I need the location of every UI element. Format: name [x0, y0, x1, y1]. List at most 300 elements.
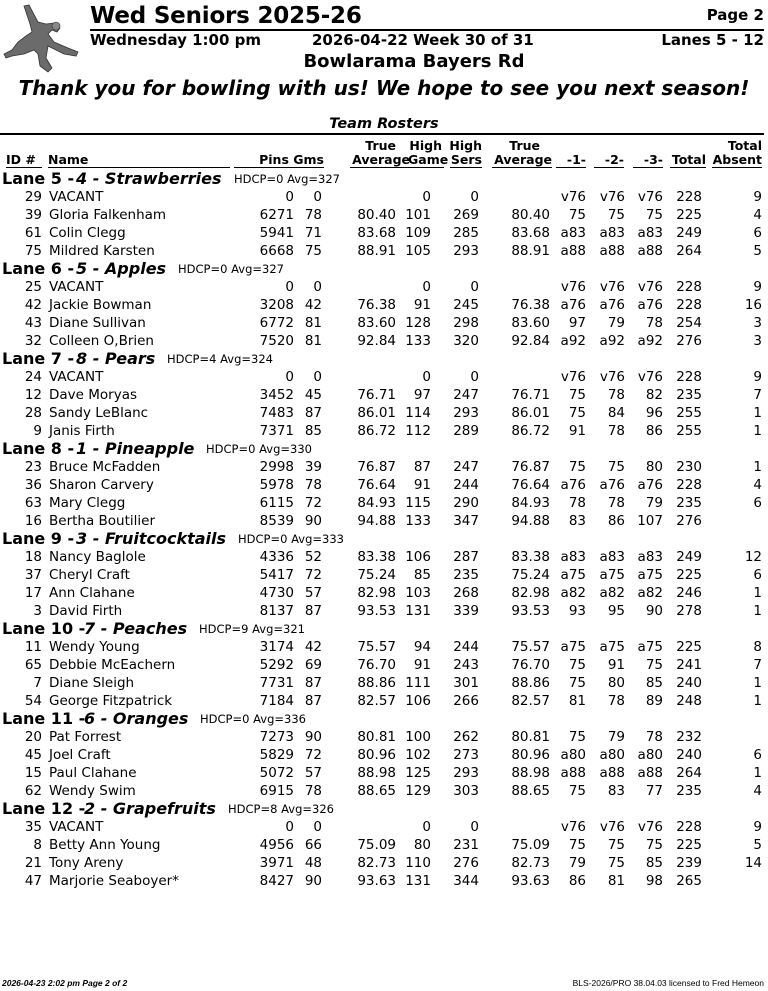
- team-name: 6 - Oranges: [84, 709, 189, 728]
- col-pins: Pins: [259, 152, 289, 167]
- player-row: [0, 584, 768, 602]
- player-true-avg2: 82.98: [511, 585, 550, 601]
- player-game-1: 75: [568, 675, 586, 691]
- player-absent: 12: [744, 549, 762, 565]
- player-name: George Fitzpatrick: [49, 693, 173, 709]
- player-game-2: v76: [599, 279, 625, 295]
- team-name: 8 - Pears: [76, 349, 156, 368]
- player-game-1: a76: [560, 477, 586, 493]
- player-absent: 9: [753, 189, 762, 205]
- player-high-game: 114: [405, 405, 431, 421]
- player-game-3: a76: [637, 477, 663, 493]
- player-game-2: 79: [607, 729, 625, 745]
- player-absent: 7: [753, 657, 762, 673]
- player-id: 21: [24, 855, 42, 871]
- player-high-sers: 0: [470, 819, 479, 835]
- team-roster-list: [0, 170, 768, 890]
- player-total: 235: [676, 387, 702, 403]
- player-absent: 1: [753, 693, 762, 709]
- player-name: Debbie McEachern: [49, 657, 176, 673]
- player-id: 8: [33, 837, 42, 853]
- player-game-1: 81: [568, 693, 586, 709]
- player-true-avg: 80.96: [357, 747, 396, 763]
- player-row: [0, 692, 768, 710]
- player-row: [0, 206, 768, 224]
- player-pins: 5417: [259, 567, 294, 583]
- player-true-avg: 88.65: [357, 783, 396, 799]
- player-true-avg: 75.57: [357, 639, 396, 655]
- player-game-3: a83: [637, 549, 663, 565]
- player-true-avg: 88.86: [357, 675, 396, 691]
- player-game-3: 77: [645, 783, 663, 799]
- player-true-avg2: 76.71: [511, 387, 550, 403]
- player-id: 36: [24, 477, 42, 493]
- player-absent: 9: [753, 819, 762, 835]
- section-divider: [0, 133, 764, 135]
- player-games: 72: [304, 567, 322, 583]
- player-total: 228: [676, 369, 702, 385]
- col-true-avg2-top: True: [509, 138, 540, 153]
- player-games: 90: [304, 729, 322, 745]
- player-pins: 6915: [259, 783, 294, 799]
- player-game-1: 78: [568, 495, 586, 511]
- player-high-sers: 339: [453, 603, 479, 619]
- player-id: 12: [24, 387, 42, 403]
- player-game-3: 75: [645, 657, 663, 673]
- player-name: Ann Clahane: [49, 585, 135, 601]
- player-game-1: a75: [560, 567, 586, 583]
- player-game-1: a80: [560, 747, 586, 763]
- team-handicap: HDCP=0 Avg=336: [200, 712, 306, 726]
- player-games: 42: [304, 297, 322, 313]
- player-games: 87: [304, 405, 322, 421]
- player-name: Mildred Karsten: [49, 243, 155, 259]
- player-pins: 3452: [259, 387, 294, 403]
- player-absent: 9: [753, 369, 762, 385]
- player-true-avg2: 88.65: [511, 783, 550, 799]
- player-high-game: 91: [413, 477, 431, 493]
- player-name: VACANT: [49, 369, 104, 385]
- player-absent: 1: [753, 423, 762, 439]
- player-total: 240: [676, 675, 702, 691]
- team-handicap: HDCP=4 Avg=324: [167, 352, 273, 366]
- lane-label: Lane 9 -: [2, 529, 75, 548]
- player-game-2: 75: [607, 207, 625, 223]
- player-total: 276: [676, 333, 702, 349]
- player-high-sers: 347: [453, 513, 479, 529]
- player-name: Diane Sleigh: [49, 675, 135, 691]
- player-pins: 7273: [259, 729, 294, 745]
- player-row: [0, 278, 768, 296]
- player-games: 0: [313, 369, 322, 385]
- player-row: [0, 602, 768, 620]
- player-true-avg2: 94.88: [511, 513, 550, 529]
- player-high-game: 100: [405, 729, 431, 745]
- player-total: 225: [676, 567, 702, 583]
- player-id: 18: [24, 549, 42, 565]
- player-game-1: 75: [568, 405, 586, 421]
- player-game-1: 75: [568, 837, 586, 853]
- player-total: 225: [676, 207, 702, 223]
- player-name: Colleen O,Brien: [49, 333, 154, 349]
- player-game-1: v76: [560, 189, 586, 205]
- team-name: 2 - Grapefruits: [84, 799, 216, 818]
- player-games: 0: [313, 819, 322, 835]
- player-game-2: 75: [607, 855, 625, 871]
- player-games: 72: [304, 495, 322, 511]
- player-row: [0, 404, 768, 422]
- player-true-avg: 80.81: [357, 729, 396, 745]
- player-high-sers: 269: [453, 207, 479, 223]
- player-high-sers: 276: [453, 855, 479, 871]
- player-pins: 6115: [259, 495, 294, 511]
- player-game-3: 86: [645, 423, 663, 439]
- col-absent: Absent: [712, 152, 762, 167]
- lane-header: [0, 620, 768, 638]
- player-game-3: a88: [637, 765, 663, 781]
- lane-header: [0, 170, 768, 188]
- player-games: 39: [304, 459, 322, 475]
- col-pins-gms: [234, 153, 324, 168]
- team-handicap: HDCP=0 Avg=327: [234, 172, 340, 186]
- player-name: Betty Ann Young: [49, 837, 161, 853]
- player-row: [0, 296, 768, 314]
- lane-header: [0, 710, 768, 728]
- player-true-avg: 83.68: [357, 225, 396, 241]
- player-high-game: 91: [413, 297, 431, 313]
- player-true-avg: 83.38: [357, 549, 396, 565]
- player-game-3: 75: [645, 207, 663, 223]
- player-games: 57: [304, 585, 322, 601]
- player-high-sers: 231: [453, 837, 479, 853]
- player-game-1: 75: [568, 387, 586, 403]
- player-name: Marjorie Seaboyer*: [49, 873, 179, 889]
- player-game-1: v76: [560, 369, 586, 385]
- player-pins: 0: [285, 279, 294, 295]
- player-id: 3: [33, 603, 42, 619]
- player-high-sers: 0: [470, 189, 479, 205]
- player-games: 75: [304, 243, 322, 259]
- player-true-avg2: 83.38: [511, 549, 550, 565]
- player-game-2: 78: [607, 387, 625, 403]
- col-true-avg-top: True: [365, 138, 396, 153]
- player-games: 85: [304, 423, 322, 439]
- player-high-sers: 245: [453, 297, 479, 313]
- player-total: 264: [676, 765, 702, 781]
- player-total: 225: [676, 837, 702, 853]
- player-pins: 8539: [259, 513, 294, 529]
- player-high-sers: 262: [453, 729, 479, 745]
- player-name: Bertha Boutilier: [49, 513, 156, 529]
- player-id: 43: [24, 315, 42, 331]
- player-id: 61: [24, 225, 42, 241]
- player-true-avg: 82.98: [357, 585, 396, 601]
- player-absent: 4: [753, 477, 762, 493]
- lane-header: [0, 260, 768, 278]
- player-id: 16: [24, 513, 42, 529]
- lane-label: Lane 5 -: [2, 169, 75, 188]
- player-id: 7: [33, 675, 42, 691]
- player-total: 239: [676, 855, 702, 871]
- player-name: Janis Firth: [49, 423, 115, 439]
- player-id: 35: [24, 819, 42, 835]
- player-game-2: 80: [607, 675, 625, 691]
- player-high-game: 101: [405, 207, 431, 223]
- player-true-avg2: 88.91: [511, 243, 550, 259]
- player-high-sers: 293: [453, 243, 479, 259]
- player-game-2: a75: [599, 567, 625, 583]
- player-game-2: 78: [607, 495, 625, 511]
- section-title: Team Rosters: [329, 116, 439, 132]
- player-true-avg2: 75.09: [511, 837, 550, 853]
- player-game-2: a80: [599, 747, 625, 763]
- team-name: 7 - Peaches: [84, 619, 188, 638]
- player-game-3: a92: [637, 333, 663, 349]
- player-name: VACANT: [49, 189, 104, 205]
- player-true-avg2: 80.40: [511, 207, 550, 223]
- player-high-game: 0: [422, 189, 431, 205]
- player-high-game: 115: [405, 495, 431, 511]
- player-high-sers: 303: [453, 783, 479, 799]
- player-pins: 4336: [259, 549, 294, 565]
- player-row: [0, 224, 768, 242]
- player-absent: 3: [753, 333, 762, 349]
- player-high-game: 102: [405, 747, 431, 763]
- player-true-avg: 93.63: [357, 873, 396, 889]
- player-game-1: 75: [568, 459, 586, 475]
- player-games: 69: [304, 657, 322, 673]
- player-name: Wendy Swim: [49, 783, 136, 799]
- player-game-1: a92: [560, 333, 586, 349]
- player-games: 45: [304, 387, 322, 403]
- player-absent: 7: [753, 387, 762, 403]
- player-high-sers: 247: [453, 387, 479, 403]
- player-games: 81: [304, 315, 322, 331]
- date-week: 2026-04-22 Week 30 of 31: [312, 31, 534, 49]
- player-true-avg2: 93.63: [511, 873, 550, 889]
- player-name: Nancy Baglole: [49, 549, 146, 565]
- player-high-game: 106: [405, 693, 431, 709]
- player-true-avg: 76.64: [357, 477, 396, 493]
- player-high-game: 133: [405, 333, 431, 349]
- col-absent-top: Total: [727, 138, 762, 153]
- player-high-game: 128: [405, 315, 431, 331]
- player-true-avg: 94.88: [357, 513, 396, 529]
- player-name: Tony Areny: [49, 855, 124, 871]
- player-pins: 7371: [259, 423, 294, 439]
- player-game-3: 78: [645, 729, 663, 745]
- player-game-3: 98: [645, 873, 663, 889]
- player-total: 278: [676, 603, 702, 619]
- col-true-avg2: Average: [492, 153, 552, 168]
- player-row: [0, 656, 768, 674]
- player-id: 42: [24, 297, 42, 313]
- day-time: Wednesday 1:00 pm: [90, 31, 261, 49]
- player-total: 232: [676, 729, 702, 745]
- player-row: [0, 818, 768, 836]
- player-high-game: 112: [405, 423, 431, 439]
- player-name: Colin Clegg: [49, 225, 126, 241]
- player-pins: 5829: [259, 747, 294, 763]
- player-id: 15: [24, 765, 42, 781]
- player-id: 29: [24, 189, 42, 205]
- player-absent: 1: [753, 603, 762, 619]
- lane-label: Lane 11 -: [2, 709, 86, 728]
- player-true-avg2: 76.64: [511, 477, 550, 493]
- player-total: 255: [676, 423, 702, 439]
- player-game-3: 90: [645, 603, 663, 619]
- player-true-avg: 76.71: [357, 387, 396, 403]
- col-high-game-top: High: [409, 138, 442, 153]
- player-high-game: 80: [413, 837, 431, 853]
- player-total: 240: [676, 747, 702, 763]
- player-pins: 8137: [259, 603, 294, 619]
- player-games: 87: [304, 675, 322, 691]
- player-row: [0, 728, 768, 746]
- player-total: 246: [676, 585, 702, 601]
- player-absent: 1: [753, 405, 762, 421]
- player-games: 87: [304, 603, 322, 619]
- player-games: 48: [304, 855, 322, 871]
- player-total: 265: [676, 873, 702, 889]
- lane-label: Lane 10 -: [2, 619, 86, 638]
- player-game-2: 78: [607, 423, 625, 439]
- player-game-2: v76: [599, 369, 625, 385]
- col-gms: Gms: [293, 152, 324, 167]
- player-total: 255: [676, 405, 702, 421]
- player-games: 57: [304, 765, 322, 781]
- team-name: 1 - Pineapple: [76, 439, 195, 458]
- lane-header: [0, 440, 768, 458]
- player-game-3: 85: [645, 675, 663, 691]
- license-info: BLS-2026/PRO 38.04.03 licensed to Fred Hemeon: [572, 978, 764, 988]
- player-row: [0, 422, 768, 440]
- col-name: Name: [48, 153, 230, 168]
- player-games: 72: [304, 747, 322, 763]
- lane-label: Lane 6 -: [2, 259, 75, 278]
- team-handicap: HDCP=9 Avg=321: [199, 622, 305, 636]
- player-true-avg2: 76.38: [511, 297, 550, 313]
- team-name: 3 - Fruitcocktails: [76, 529, 227, 548]
- player-absent: 6: [753, 567, 762, 583]
- player-name: VACANT: [49, 279, 104, 295]
- player-total: 249: [676, 225, 702, 241]
- player-high-game: 133: [405, 513, 431, 529]
- player-id: 65: [24, 657, 42, 673]
- player-pins: 2998: [259, 459, 294, 475]
- player-row: [0, 494, 768, 512]
- player-id: 62: [24, 783, 42, 799]
- player-high-game: 105: [405, 243, 431, 259]
- player-row: [0, 332, 768, 350]
- player-game-2: 75: [607, 459, 625, 475]
- player-game-2: v76: [599, 819, 625, 835]
- player-high-sers: 0: [470, 279, 479, 295]
- player-id: 23: [24, 459, 42, 475]
- player-game-3: a75: [637, 639, 663, 655]
- team-handicap: HDCP=8 Avg=326: [228, 802, 334, 816]
- player-row: [0, 566, 768, 584]
- team-handicap: HDCP=0 Avg=330: [206, 442, 312, 456]
- player-id: 9: [33, 423, 42, 439]
- player-true-avg2: 82.73: [511, 855, 550, 871]
- player-high-game: 131: [405, 873, 431, 889]
- player-row: [0, 386, 768, 404]
- player-row: [0, 188, 768, 206]
- col-game-1: -1-: [556, 153, 586, 168]
- player-name: Pat Forrest: [49, 729, 122, 745]
- player-row: [0, 674, 768, 692]
- col-total: Total: [671, 152, 706, 167]
- player-row: [0, 368, 768, 386]
- player-absent: 16: [744, 297, 762, 313]
- player-pins: 8427: [259, 873, 294, 889]
- player-name: David Firth: [49, 603, 123, 619]
- player-game-1: 75: [568, 207, 586, 223]
- lane-header: [0, 800, 768, 818]
- player-true-avg: 76.87: [357, 459, 396, 475]
- player-high-sers: 285: [453, 225, 479, 241]
- player-high-sers: 293: [453, 405, 479, 421]
- player-game-3: v76: [637, 189, 663, 205]
- player-pins: 5292: [259, 657, 294, 673]
- player-game-1: 75: [568, 783, 586, 799]
- player-total: 264: [676, 243, 702, 259]
- player-name: Paul Clahane: [49, 765, 137, 781]
- player-id: 24: [24, 369, 42, 385]
- player-absent: 6: [753, 747, 762, 763]
- player-true-avg2: 80.96: [511, 747, 550, 763]
- player-true-avg2: 86.72: [511, 423, 550, 439]
- team-handicap: HDCP=0 Avg=333: [238, 532, 344, 546]
- player-game-2: a83: [599, 549, 625, 565]
- player-games: 78: [304, 477, 322, 493]
- player-games: 90: [304, 873, 322, 889]
- player-pins: 0: [285, 369, 294, 385]
- player-high-game: 109: [405, 225, 431, 241]
- col-high-game: Game: [408, 152, 449, 167]
- player-game-3: v76: [637, 279, 663, 295]
- player-total: 225: [676, 639, 702, 655]
- player-high-sers: 301: [453, 675, 479, 691]
- player-game-2: a76: [599, 477, 625, 493]
- player-high-sers: 244: [453, 477, 479, 493]
- player-id: 11: [24, 639, 42, 655]
- player-high-sers: 244: [453, 639, 479, 655]
- player-id: 37: [24, 567, 42, 583]
- player-total: 241: [676, 657, 702, 673]
- player-row: [0, 782, 768, 800]
- player-game-2: a88: [599, 243, 625, 259]
- player-pins: 3971: [259, 855, 294, 871]
- col-high-sers-top: High: [449, 138, 482, 153]
- lane-header: [0, 530, 768, 548]
- player-games: 0: [313, 189, 322, 205]
- page-label: Page 2: [706, 6, 764, 24]
- player-id: 63: [24, 495, 42, 511]
- player-pins: 6271: [259, 207, 294, 223]
- player-row: [0, 836, 768, 854]
- player-total: 235: [676, 495, 702, 511]
- player-row: [0, 746, 768, 764]
- season-message: Thank you for bowling with us! We hope to see you next season!: [18, 76, 750, 100]
- player-name: Jackie Bowman: [49, 297, 152, 313]
- player-high-sers: 247: [453, 459, 479, 475]
- player-true-avg: 80.40: [357, 207, 396, 223]
- lane-label: Lane 8 -: [2, 439, 75, 458]
- player-high-game: 125: [405, 765, 431, 781]
- player-true-avg2: 86.01: [511, 405, 550, 421]
